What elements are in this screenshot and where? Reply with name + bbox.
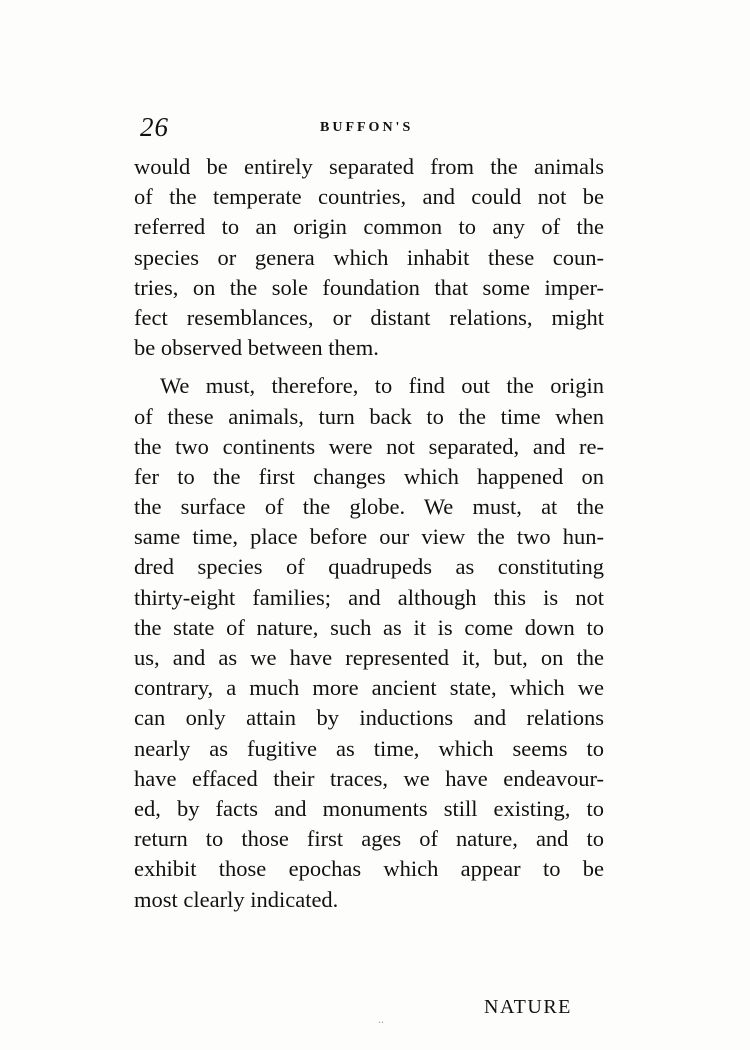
text-line: us, and as we have represented it, but, on the	[134, 645, 604, 670]
text-line: the state of nature, such as it is come down to	[134, 614, 604, 640]
text-line: be observed between them.	[134, 335, 379, 361]
text-line: of these animals, turn back to the time when	[134, 403, 604, 429]
catchword: NATURE	[484, 996, 572, 1018]
page-number: 26	[140, 112, 169, 142]
paragraph-gap	[134, 363, 604, 371]
text-line: most clearly indicated.	[134, 886, 339, 912]
text-line: nearly as fugitive as time, which seems to	[134, 735, 604, 761]
running-head: BUFFON'S	[320, 120, 414, 135]
text-line: return to those first ages of nature, and to	[134, 826, 604, 852]
body-text	[134, 152, 604, 915]
text-line: contrary, a much more ancient state, which we	[134, 675, 604, 701]
text-line: fect resemblances, or distant relations, might	[134, 304, 604, 330]
text-line: have effaced their traces, we have endeavour-	[134, 765, 604, 791]
page-header	[134, 108, 602, 148]
paragraph-1	[134, 152, 604, 363]
text-line: We must, therefore, to find out the origin	[160, 373, 604, 399]
text-line: can only attain by inductions and relations	[134, 705, 604, 731]
text-line: fer to the first changes which happened on	[134, 463, 604, 489]
text-line: exhibit those epochas which appear to be	[134, 856, 604, 882]
text-line: species or genera which inhabit these coun-	[134, 244, 604, 270]
text-line: the surface of the globe. We must, at the	[134, 494, 604, 520]
text-line: dred species of quadrupeds as constituting	[134, 554, 604, 580]
text-line: thirty-eight families; and although this is not	[134, 584, 604, 610]
text-line: same time, place before our view the two hun-	[134, 524, 604, 550]
text-line: would be entirely separated from the animals	[134, 154, 604, 179]
text-line: referred to an origin common to any of the	[134, 214, 604, 240]
text-line: the two continents were not separated, and re-	[134, 433, 604, 459]
ink-speck: ..	[378, 1012, 384, 1026]
paragraph-2	[134, 371, 604, 914]
text-line: of the temperate countries, and could not be	[134, 184, 604, 210]
text-line: tries, on the sole foundation that some imper-	[134, 274, 604, 300]
text-line: ed, by facts and monuments still existing, to	[134, 795, 604, 821]
